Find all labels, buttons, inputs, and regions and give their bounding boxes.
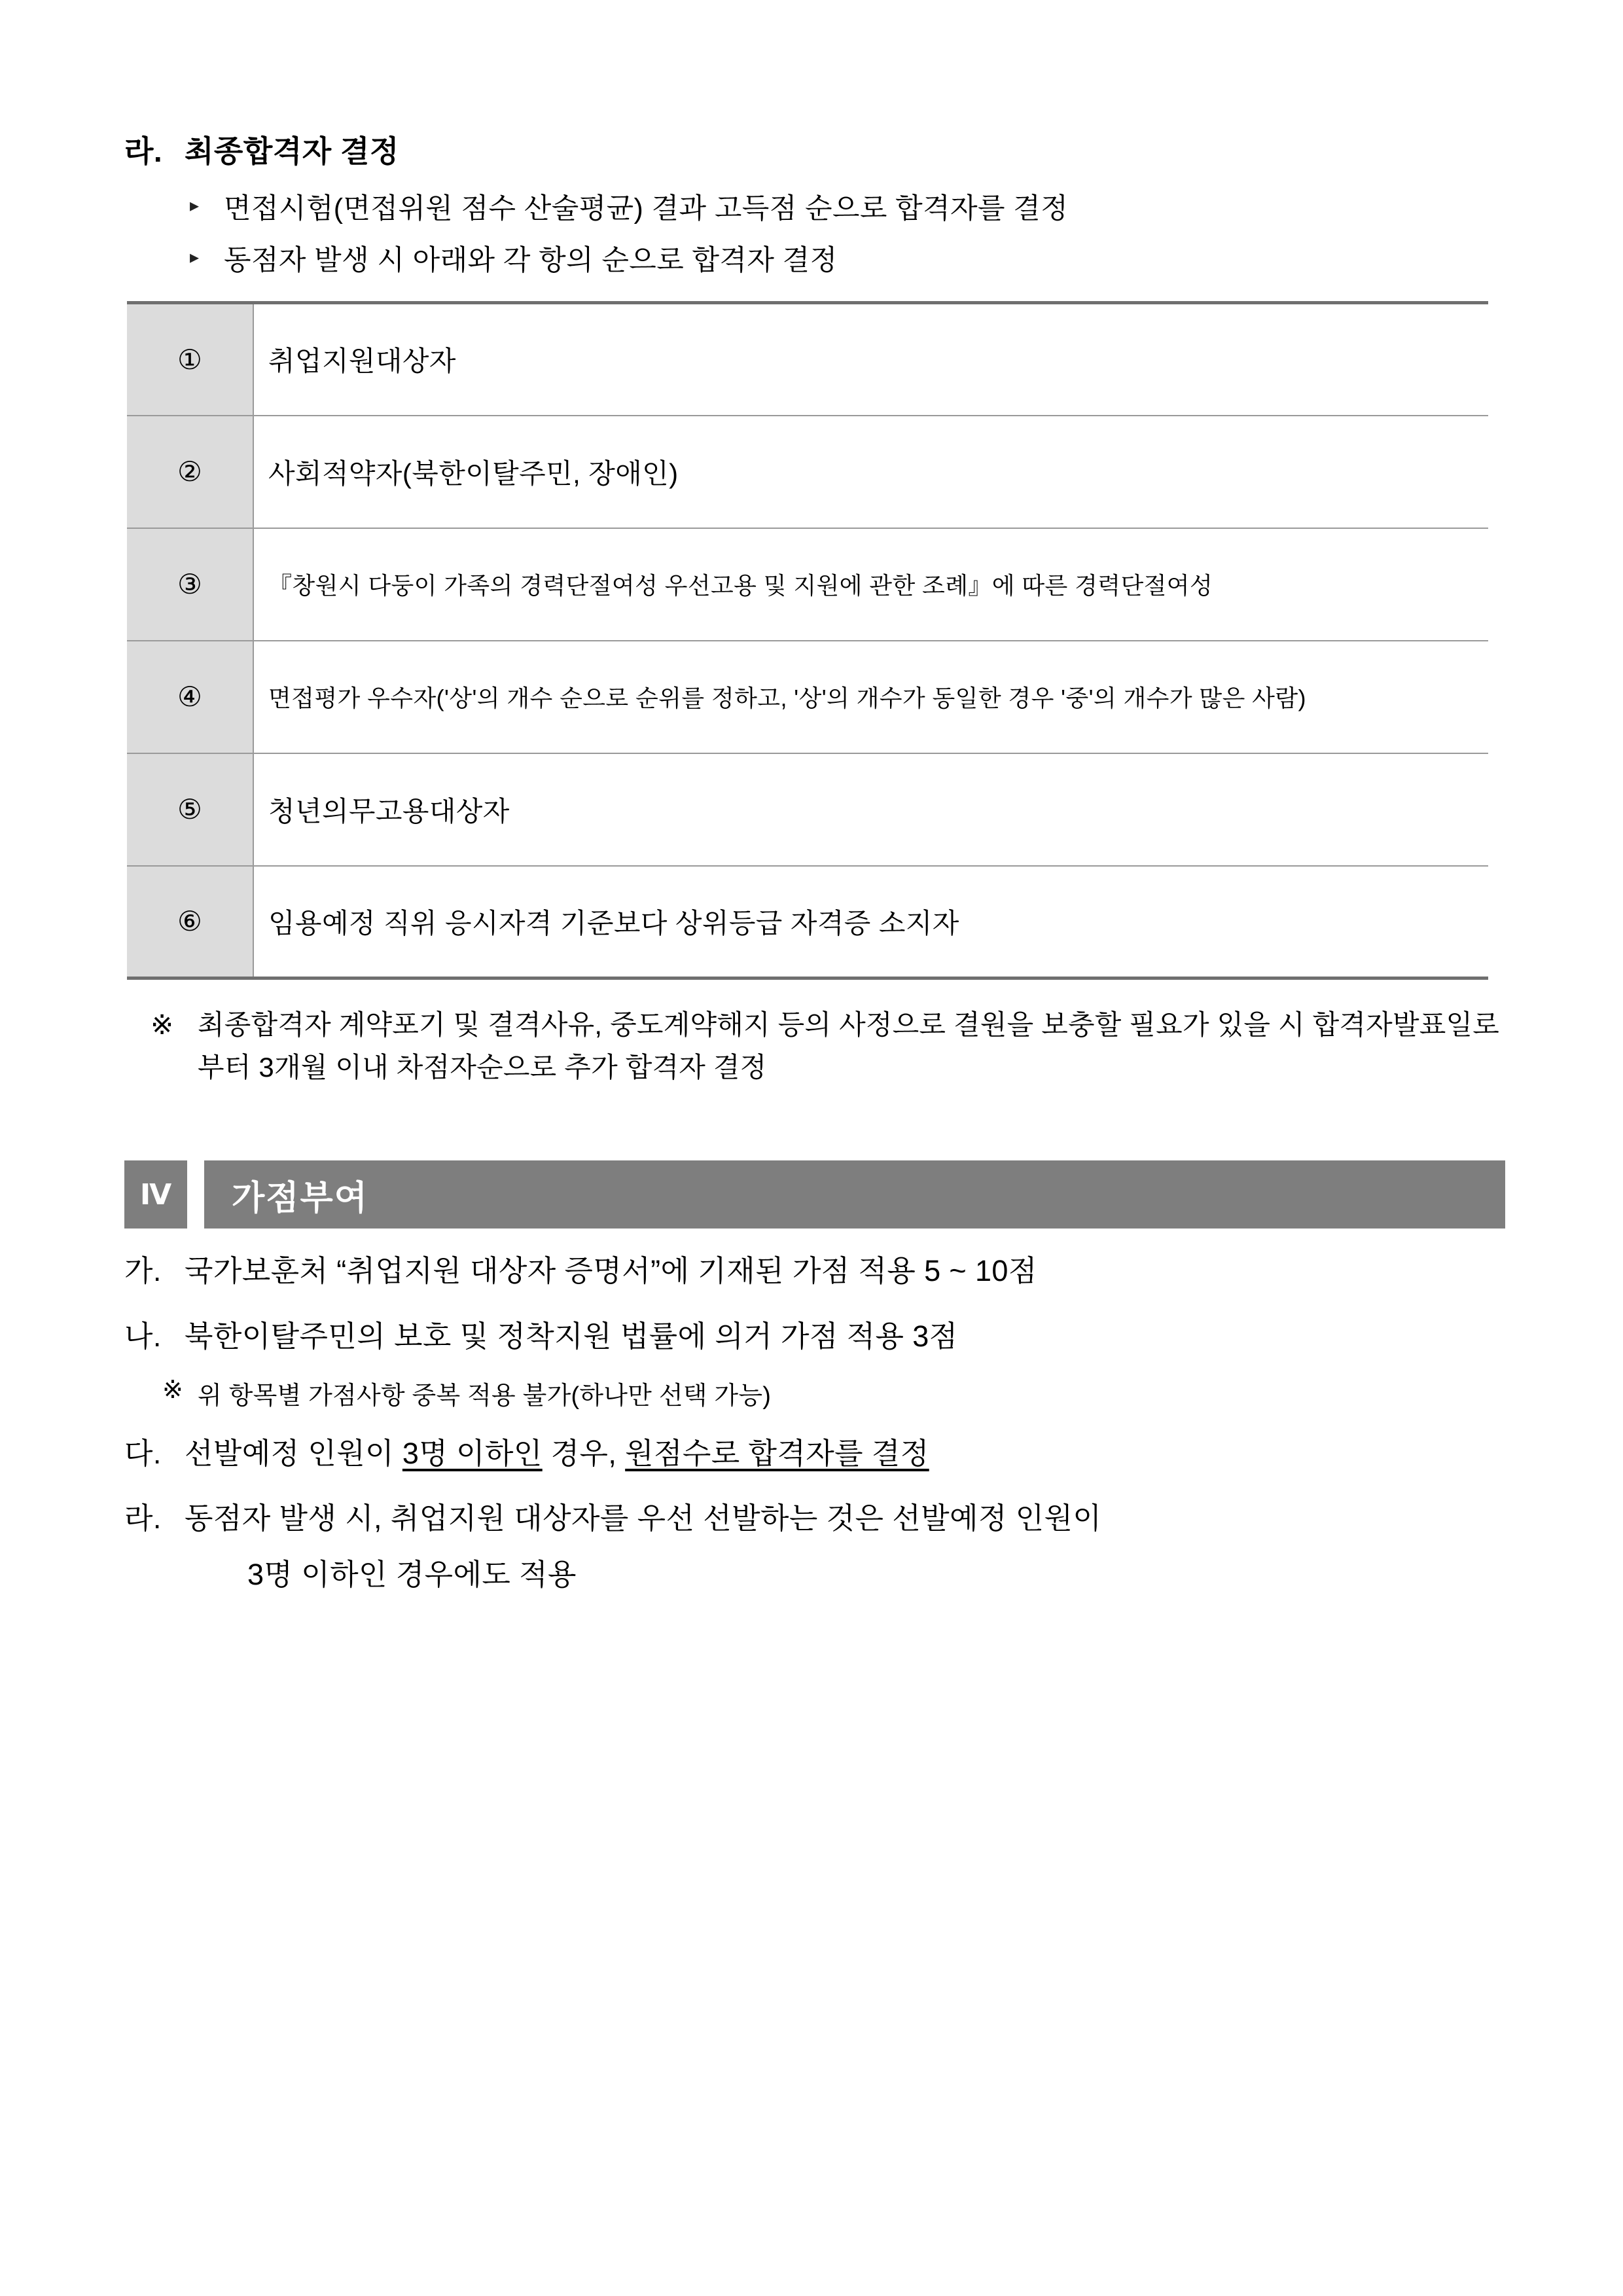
tiebreaker-table <box>127 301 1488 980</box>
row-description: 『창원시 다둥이 가족의 경력단절여성 우선고용 및 지원에 관한 조례』에 따른 경력단절여성 <box>253 528 1488 641</box>
row-number: ⑥ <box>127 866 253 978</box>
banner-gap <box>187 1160 204 1229</box>
sub-footnote-text: 위 항목별 가점사항 중복 적용 불가(하나만 선택 가능) <box>198 1382 772 1410</box>
item-text-mid: 경우, <box>542 1436 626 1470</box>
bullet-item <box>190 188 1505 230</box>
list-item <box>124 1248 1505 1294</box>
table-row <box>127 641 1488 753</box>
row-description: 사회적약자(북한이탈주민, 장애인) <box>253 416 1488 528</box>
item-text: 동점자 발생 시, 취업지원 대상자를 우선 선발하는 것은 선발예정 인원이 <box>185 1501 1102 1535</box>
list-item <box>124 1431 1505 1477</box>
item-text: 국가보훈처 “취업지원 대상자 증명서”에 기재된 가점 적용 5 ~ 10점 <box>185 1254 1037 1288</box>
list-item <box>124 1496 1505 1541</box>
row-number: ③ <box>127 528 253 641</box>
item-label: 라. <box>124 1501 162 1535</box>
bullet-text: 동점자 발생 시 아래와 각 항의 순으로 합격자 결정 <box>224 244 838 276</box>
row-number: ⑤ <box>127 753 253 866</box>
item-text <box>185 1431 1505 1477</box>
bullet-item <box>190 240 1505 282</box>
footnote <box>151 1003 1505 1088</box>
table-row <box>127 303 1488 416</box>
row-number: ② <box>127 416 253 528</box>
section-banner <box>124 1160 1505 1229</box>
table-row <box>127 528 1488 641</box>
reference-mark-icon: ※ <box>151 1009 174 1040</box>
item-text: 북한이탈주민의 보호 및 정착지원 법률에 의거 가점 적용 3점 <box>185 1319 958 1353</box>
page-content <box>124 128 1505 1593</box>
item-text-continuation: 3명 이하인 경우에도 적용 <box>247 1558 577 1592</box>
section-title: 최종합격자 결정 <box>185 134 399 168</box>
bullet-text: 면접시험(면접위원 점수 산술평균) 결과 고득점 순으로 합격자를 결정 <box>224 193 1069 224</box>
item-label: 나. <box>124 1319 162 1353</box>
table-row <box>127 753 1488 866</box>
reference-mark-icon: ※ <box>162 1376 184 1404</box>
item-text-pre: 선발예정 인원이 <box>185 1436 402 1470</box>
row-description: 청년의무고용대상자 <box>253 753 1488 866</box>
row-number: ④ <box>127 641 253 753</box>
item-text-underline-1: 3명 이하인 <box>402 1436 543 1470</box>
section-marker: 라. <box>124 134 163 168</box>
sub-footnote <box>162 1375 1505 1411</box>
list-item <box>124 1314 1505 1359</box>
triangle-bullet-icon: ▸ <box>190 195 200 215</box>
section-number: Ⅳ <box>124 1160 187 1229</box>
row-description: 취업지원대상자 <box>253 303 1488 416</box>
table-row <box>127 416 1488 528</box>
footnote-text: 최종합격자 계약포기 및 결격사유, 중도계약해지 등의 사정으로 결원을 보충할 필요가 있을 시 합격자발표일로부터 3개월 이내 차점자순으로 추가 합격자 결정 <box>198 1009 1500 1083</box>
item-text-underline-2: 원점수로 합격자를 결정 <box>625 1436 929 1470</box>
section-heading <box>124 128 1505 171</box>
row-description: 임용예정 직위 응시자격 기준보다 상위등급 자격증 소지자 <box>253 866 1488 978</box>
row-number: ① <box>127 303 253 416</box>
item-label: 다. <box>124 1436 162 1470</box>
triangle-bullet-icon: ▸ <box>190 246 200 267</box>
item-label: 가. <box>124 1254 162 1288</box>
section-banner-title: 가점부여 <box>204 1160 1505 1229</box>
row-description: 면접평가 우수자('상'의 개수 순으로 순위를 정하고, '상'의 개수가 동일한 경우 '중'의 개수가 많은 사람) <box>253 641 1488 753</box>
table-row <box>127 866 1488 978</box>
